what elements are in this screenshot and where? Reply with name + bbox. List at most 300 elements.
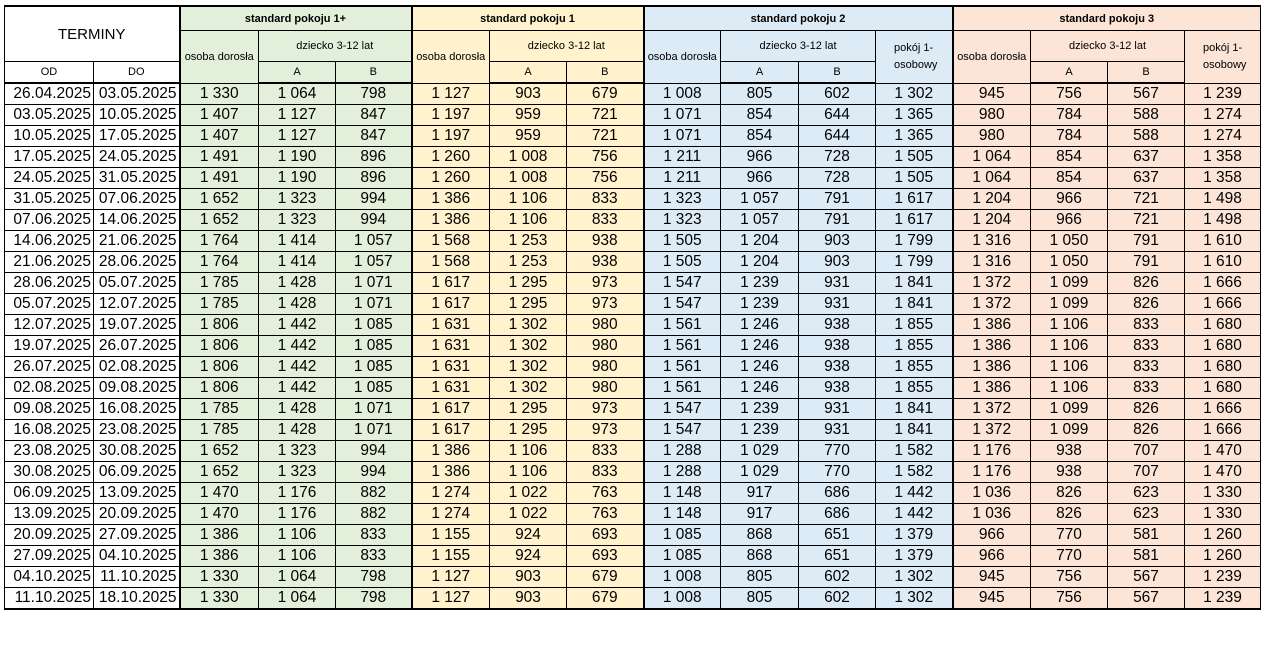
- cell-s2-adult: 1 561: [644, 336, 721, 357]
- cell-s3-single: 1 666: [1185, 273, 1261, 294]
- group2-col-b: B: [567, 62, 644, 84]
- cell-s1-child-b: 763: [567, 504, 644, 525]
- cell-s3-child-b: 623: [1108, 504, 1185, 525]
- cell-s1-adult: 1 617: [412, 399, 490, 420]
- cell-s1-child-a: 1 253: [490, 231, 567, 252]
- cell-s1-adult: 1 155: [412, 546, 490, 567]
- cell-s1-child-a: 1 106: [490, 462, 567, 483]
- cell-s1plus-child-b: 1 071: [336, 294, 412, 315]
- group4-adult-header: osoba dorosła: [953, 31, 1031, 84]
- cell-s2-child-a: 805: [721, 83, 799, 105]
- cell-s3-single: 1 260: [1185, 525, 1261, 546]
- cell-date-to: 24.05.2025: [94, 147, 180, 168]
- cell-s1-child-b: 980: [567, 378, 644, 399]
- cell-s1-child-a: 924: [490, 546, 567, 567]
- cell-date-to: 27.09.2025: [94, 525, 180, 546]
- cell-s1-child-a: 1 106: [490, 210, 567, 231]
- cell-s2-single: 1 855: [876, 336, 953, 357]
- cell-date-to: 16.08.2025: [94, 399, 180, 420]
- cell-s3-child-b: 833: [1108, 378, 1185, 399]
- cell-s1-child-a: 1 302: [490, 378, 567, 399]
- cell-s1-child-b: 763: [567, 483, 644, 504]
- cell-s3-child-a: 1 099: [1031, 399, 1108, 420]
- table-row: [5, 378, 1261, 399]
- cell-s2-single: 1 302: [876, 83, 953, 105]
- cell-s3-child-a: 756: [1031, 588, 1108, 610]
- group1-adult-header: osoba dorosła: [180, 31, 259, 84]
- cell-s3-child-b: 791: [1108, 231, 1185, 252]
- cell-s3-single: 1 274: [1185, 126, 1261, 147]
- cell-s1-child-a: 903: [490, 567, 567, 588]
- table-row: [5, 210, 1261, 231]
- cell-s1plus-child-a: 1 190: [259, 147, 336, 168]
- cell-s1-child-a: 1 008: [490, 168, 567, 189]
- cell-s2-child-a: 854: [721, 126, 799, 147]
- cell-s2-child-b: 931: [799, 294, 876, 315]
- cell-date-to: 10.05.2025: [94, 105, 180, 126]
- cell-s2-child-a: 868: [721, 525, 799, 546]
- cell-s3-child-b: 637: [1108, 147, 1185, 168]
- cell-s2-adult: 1 288: [644, 462, 721, 483]
- cell-s2-child-a: 868: [721, 546, 799, 567]
- cell-s3-adult: 1 064: [953, 168, 1031, 189]
- cell-s3-child-b: 833: [1108, 357, 1185, 378]
- cell-s3-child-a: 938: [1031, 462, 1108, 483]
- cell-s3-child-a: 1 106: [1031, 357, 1108, 378]
- cell-s1-child-a: 1 253: [490, 252, 567, 273]
- cell-date-from: 20.09.2025: [5, 525, 94, 546]
- cell-s2-adult: 1 148: [644, 483, 721, 504]
- table-row: [5, 315, 1261, 336]
- cell-s1-adult: 1 617: [412, 273, 490, 294]
- cell-s2-child-a: 805: [721, 588, 799, 610]
- cell-date-to: 05.07.2025: [94, 273, 180, 294]
- cell-s1-child-a: 1 022: [490, 504, 567, 525]
- cell-s2-child-a: 1 246: [721, 357, 799, 378]
- cell-s1plus-child-b: 882: [336, 504, 412, 525]
- cell-s2-child-a: 854: [721, 105, 799, 126]
- cell-s2-child-b: 686: [799, 504, 876, 525]
- cell-s3-single: 1 666: [1185, 294, 1261, 315]
- cell-s1plus-adult: 1 785: [180, 399, 259, 420]
- cell-date-from: 26.07.2025: [5, 357, 94, 378]
- cell-s1plus-child-b: 1 071: [336, 273, 412, 294]
- cell-s3-single: 1 330: [1185, 504, 1261, 525]
- cell-date-to: 18.10.2025: [94, 588, 180, 610]
- cell-s3-child-b: 567: [1108, 567, 1185, 588]
- cell-s1-child-b: 833: [567, 189, 644, 210]
- cell-s2-single: 1 841: [876, 399, 953, 420]
- cell-s2-single: 1 505: [876, 168, 953, 189]
- cell-s2-adult: 1 071: [644, 126, 721, 147]
- cell-date-from: 28.06.2025: [5, 273, 94, 294]
- cell-s3-child-a: 854: [1031, 168, 1108, 189]
- table-row: [5, 567, 1261, 588]
- table-row: [5, 294, 1261, 315]
- cell-s1plus-child-b: 798: [336, 83, 412, 105]
- group-title-4: standard pokoju 3: [953, 6, 1261, 31]
- cell-s1-child-b: 721: [567, 105, 644, 126]
- cell-s1-adult: 1 127: [412, 588, 490, 610]
- cell-s1-adult: 1 386: [412, 462, 490, 483]
- cell-s3-adult: 1 176: [953, 441, 1031, 462]
- cell-s1-child-b: 833: [567, 441, 644, 462]
- cell-s2-child-a: 1 246: [721, 315, 799, 336]
- cell-date-to: 07.06.2025: [94, 189, 180, 210]
- cell-s3-adult: 1 372: [953, 273, 1031, 294]
- cell-s1plus-child-a: 1 323: [259, 462, 336, 483]
- cell-s2-adult: 1 323: [644, 189, 721, 210]
- cell-s1-child-a: 1 106: [490, 441, 567, 462]
- cell-s1plus-adult: 1 330: [180, 588, 259, 610]
- cell-date-from: 05.07.2025: [5, 294, 94, 315]
- cell-s1-child-b: 973: [567, 294, 644, 315]
- cell-s2-single: 1 799: [876, 252, 953, 273]
- cell-date-from: 13.09.2025: [5, 504, 94, 525]
- cell-date-from: 10.05.2025: [5, 126, 94, 147]
- cell-s1plus-adult: 1 330: [180, 567, 259, 588]
- cell-s3-adult: 945: [953, 83, 1031, 105]
- cell-s1-adult: 1 197: [412, 105, 490, 126]
- table-row: [5, 147, 1261, 168]
- cell-date-from: 07.06.2025: [5, 210, 94, 231]
- cell-s2-child-b: 931: [799, 420, 876, 441]
- cell-s1-child-a: 959: [490, 126, 567, 147]
- cell-s1plus-adult: 1 330: [180, 83, 259, 105]
- cell-date-from: 16.08.2025: [5, 420, 94, 441]
- cell-date-to: 21.06.2025: [94, 231, 180, 252]
- cell-date-from: 09.08.2025: [5, 399, 94, 420]
- cell-s3-single: 1 358: [1185, 147, 1261, 168]
- cell-s2-single: 1 855: [876, 315, 953, 336]
- cell-s2-adult: 1 071: [644, 105, 721, 126]
- cell-s1-adult: 1 274: [412, 483, 490, 504]
- cell-s1plus-adult: 1 785: [180, 420, 259, 441]
- group4-child-header: dziecko 3-12 lat: [1031, 31, 1185, 62]
- cell-s3-single: 1 239: [1185, 588, 1261, 610]
- cell-s2-child-a: 1 239: [721, 420, 799, 441]
- cell-s1-child-b: 693: [567, 546, 644, 567]
- cell-s1plus-child-b: 994: [336, 210, 412, 231]
- cell-s1plus-child-b: 1 057: [336, 231, 412, 252]
- cell-s2-adult: 1 547: [644, 273, 721, 294]
- cell-date-from: 06.09.2025: [5, 483, 94, 504]
- cell-s2-child-a: 917: [721, 483, 799, 504]
- cell-s1-child-a: 959: [490, 105, 567, 126]
- cell-s1plus-adult: 1 806: [180, 357, 259, 378]
- cell-date-to: 11.10.2025: [94, 567, 180, 588]
- cell-s3-adult: 1 176: [953, 462, 1031, 483]
- cell-s3-child-b: 833: [1108, 336, 1185, 357]
- cell-s1-child-b: 980: [567, 336, 644, 357]
- cell-s3-child-b: 833: [1108, 315, 1185, 336]
- cell-s2-child-b: 931: [799, 399, 876, 420]
- cell-s2-adult: 1 505: [644, 252, 721, 273]
- cell-s2-single: 1 617: [876, 189, 953, 210]
- cell-s3-adult: 1 386: [953, 336, 1031, 357]
- cell-s2-adult: 1 561: [644, 357, 721, 378]
- cell-s2-child-a: 1 246: [721, 378, 799, 399]
- group1-col-a: A: [259, 62, 336, 84]
- price-table-container: [4, 5, 1261, 610]
- cell-s2-single: 1 379: [876, 525, 953, 546]
- cell-s1plus-adult: 1 470: [180, 504, 259, 525]
- cell-s1plus-child-a: 1 323: [259, 189, 336, 210]
- table-row: [5, 420, 1261, 441]
- table-row: [5, 546, 1261, 567]
- cell-s2-adult: 1 288: [644, 441, 721, 462]
- cell-date-from: 26.04.2025: [5, 83, 94, 105]
- cell-s1-child-b: 693: [567, 525, 644, 546]
- cell-s1plus-adult: 1 806: [180, 378, 259, 399]
- cell-s1-adult: 1 155: [412, 525, 490, 546]
- cell-date-to: 28.06.2025: [94, 252, 180, 273]
- cell-s3-adult: 966: [953, 546, 1031, 567]
- cell-s1plus-child-a: 1 106: [259, 546, 336, 567]
- cell-s3-adult: 1 036: [953, 504, 1031, 525]
- cell-s3-single: 1 498: [1185, 189, 1261, 210]
- group4-col-b: B: [1108, 62, 1185, 84]
- cell-s3-child-b: 721: [1108, 189, 1185, 210]
- cell-s1plus-child-a: 1 442: [259, 336, 336, 357]
- price-table-body: [5, 83, 1261, 609]
- cell-s2-adult: 1 505: [644, 231, 721, 252]
- cell-s1plus-child-a: 1 442: [259, 378, 336, 399]
- cell-s3-child-a: 1 099: [1031, 273, 1108, 294]
- cell-s1-adult: 1 386: [412, 441, 490, 462]
- cell-s1-child-a: 1 106: [490, 189, 567, 210]
- cell-s1plus-child-b: 882: [336, 483, 412, 504]
- cell-s1-child-b: 973: [567, 420, 644, 441]
- cell-s2-child-b: 938: [799, 357, 876, 378]
- cell-s2-single: 1 365: [876, 126, 953, 147]
- cell-s1plus-child-b: 1 085: [336, 357, 412, 378]
- cell-s3-single: 1 680: [1185, 336, 1261, 357]
- cell-s2-single: 1 379: [876, 546, 953, 567]
- table-row: [5, 273, 1261, 294]
- cell-s3-child-b: 588: [1108, 105, 1185, 126]
- cell-s2-single: 1 365: [876, 105, 953, 126]
- cell-s1-adult: 1 197: [412, 126, 490, 147]
- table-row: [5, 189, 1261, 210]
- cell-s1plus-child-b: 896: [336, 147, 412, 168]
- cell-s1plus-adult: 1 652: [180, 210, 259, 231]
- cell-s1plus-child-a: 1 428: [259, 399, 336, 420]
- cell-s1-child-a: 1 295: [490, 399, 567, 420]
- cell-s1plus-adult: 1 652: [180, 462, 259, 483]
- cell-s2-adult: 1 547: [644, 294, 721, 315]
- cell-s3-adult: 1 386: [953, 315, 1031, 336]
- table-row: [5, 483, 1261, 504]
- cell-s3-single: 1 666: [1185, 420, 1261, 441]
- cell-s3-child-a: 1 099: [1031, 294, 1108, 315]
- cell-s2-adult: 1 547: [644, 420, 721, 441]
- cell-s1-child-b: 679: [567, 567, 644, 588]
- cell-s1plus-adult: 1 407: [180, 105, 259, 126]
- cell-s1plus-child-a: 1 127: [259, 126, 336, 147]
- cell-s3-single: 1 274: [1185, 105, 1261, 126]
- cell-s2-child-a: 1 204: [721, 231, 799, 252]
- cell-s2-child-b: 651: [799, 525, 876, 546]
- cell-s1plus-child-b: 896: [336, 168, 412, 189]
- cell-s3-single: 1 680: [1185, 315, 1261, 336]
- cell-s1plus-adult: 1 806: [180, 336, 259, 357]
- cell-s1plus-child-b: 994: [336, 462, 412, 483]
- cell-s1plus-child-a: 1 064: [259, 567, 336, 588]
- cell-s3-adult: 1 204: [953, 189, 1031, 210]
- cell-s2-adult: 1 561: [644, 315, 721, 336]
- cell-s2-single: 1 617: [876, 210, 953, 231]
- cell-s2-child-a: 1 057: [721, 189, 799, 210]
- table-row: [5, 126, 1261, 147]
- cell-s1-child-a: 903: [490, 588, 567, 610]
- cell-s2-child-b: 791: [799, 210, 876, 231]
- cell-s2-adult: 1 211: [644, 147, 721, 168]
- cell-s1-child-a: 1 022: [490, 483, 567, 504]
- cell-date-to: 23.08.2025: [94, 420, 180, 441]
- table-row: [5, 525, 1261, 546]
- cell-s3-adult: 1 386: [953, 378, 1031, 399]
- cell-date-to: 02.08.2025: [94, 357, 180, 378]
- cell-s1-child-a: 1 302: [490, 315, 567, 336]
- group4-single-room-header: pokój 1-osobowy: [1185, 31, 1261, 84]
- cell-s3-adult: 1 372: [953, 399, 1031, 420]
- cell-s3-child-a: 826: [1031, 483, 1108, 504]
- cell-s2-child-b: 644: [799, 105, 876, 126]
- cell-date-to: 31.05.2025: [94, 168, 180, 189]
- cell-s2-child-b: 728: [799, 168, 876, 189]
- cell-s2-adult: 1 008: [644, 588, 721, 610]
- cell-date-to: 17.05.2025: [94, 126, 180, 147]
- cell-s1-child-b: 938: [567, 231, 644, 252]
- cell-s1-child-b: 833: [567, 210, 644, 231]
- cell-s1plus-child-a: 1 428: [259, 420, 336, 441]
- table-row: [5, 441, 1261, 462]
- cell-s3-child-a: 854: [1031, 147, 1108, 168]
- cell-s1plus-child-b: 1 071: [336, 399, 412, 420]
- cell-s1-child-a: 1 295: [490, 294, 567, 315]
- cell-s1-child-b: 980: [567, 315, 644, 336]
- header-terminy: TERMINY: [5, 6, 180, 62]
- cell-s1plus-child-a: 1 106: [259, 525, 336, 546]
- cell-s1plus-child-b: 1 057: [336, 252, 412, 273]
- group3-adult-header: osoba dorosła: [644, 31, 721, 84]
- cell-s1-child-b: 938: [567, 252, 644, 273]
- cell-s1plus-child-b: 833: [336, 525, 412, 546]
- cell-s1plus-child-a: 1 176: [259, 504, 336, 525]
- cell-s1plus-child-a: 1 064: [259, 588, 336, 610]
- cell-s2-child-b: 644: [799, 126, 876, 147]
- cell-s1plus-adult: 1 652: [180, 441, 259, 462]
- cell-s1plus-child-b: 798: [336, 567, 412, 588]
- cell-s3-child-a: 938: [1031, 441, 1108, 462]
- cell-date-to: 12.07.2025: [94, 294, 180, 315]
- cell-s2-adult: 1 561: [644, 378, 721, 399]
- cell-s3-adult: 1 316: [953, 252, 1031, 273]
- cell-date-from: 31.05.2025: [5, 189, 94, 210]
- cell-s1-child-a: 924: [490, 525, 567, 546]
- group2-child-header: dziecko 3-12 lat: [490, 31, 644, 62]
- cell-s1plus-child-b: 1 071: [336, 420, 412, 441]
- cell-s1-adult: 1 260: [412, 168, 490, 189]
- cell-s1plus-child-a: 1 442: [259, 357, 336, 378]
- cell-s2-adult: 1 008: [644, 567, 721, 588]
- group-title-2: standard pokoju 1: [412, 6, 644, 31]
- cell-s1-child-b: 833: [567, 462, 644, 483]
- cell-s1plus-child-b: 1 085: [336, 315, 412, 336]
- cell-s1plus-adult: 1 764: [180, 252, 259, 273]
- cell-s1plus-child-a: 1 414: [259, 231, 336, 252]
- cell-s1-adult: 1 568: [412, 231, 490, 252]
- price-table: [4, 5, 1261, 610]
- cell-s1-child-b: 973: [567, 273, 644, 294]
- cell-s2-child-b: 602: [799, 83, 876, 105]
- cell-s3-adult: 1 316: [953, 231, 1031, 252]
- cell-s1-adult: 1 617: [412, 294, 490, 315]
- cell-s2-child-b: 931: [799, 273, 876, 294]
- cell-s1-adult: 1 274: [412, 504, 490, 525]
- cell-date-to: 06.09.2025: [94, 462, 180, 483]
- group1-col-b: B: [336, 62, 412, 84]
- cell-s3-child-a: 1 099: [1031, 420, 1108, 441]
- cell-s2-single: 1 442: [876, 504, 953, 525]
- cell-s3-child-b: 581: [1108, 546, 1185, 567]
- cell-s1plus-adult: 1 785: [180, 294, 259, 315]
- cell-s3-adult: 1 372: [953, 420, 1031, 441]
- cell-s2-single: 1 841: [876, 273, 953, 294]
- cell-s3-single: 1 610: [1185, 231, 1261, 252]
- cell-s3-single: 1 666: [1185, 399, 1261, 420]
- cell-s2-single: 1 442: [876, 483, 953, 504]
- cell-date-from: 19.07.2025: [5, 336, 94, 357]
- cell-s1plus-adult: 1 470: [180, 483, 259, 504]
- cell-s3-single: 1 470: [1185, 462, 1261, 483]
- cell-s2-adult: 1 008: [644, 83, 721, 105]
- cell-date-to: 19.07.2025: [94, 315, 180, 336]
- cell-date-from: 12.07.2025: [5, 315, 94, 336]
- cell-s2-child-b: 791: [799, 189, 876, 210]
- group3-col-a: A: [721, 62, 799, 84]
- header-do: DO: [94, 62, 180, 84]
- group1-child-header: dziecko 3-12 lat: [259, 31, 412, 62]
- cell-s1-adult: 1 386: [412, 189, 490, 210]
- cell-s1-child-a: 1 295: [490, 420, 567, 441]
- cell-s3-child-b: 721: [1108, 210, 1185, 231]
- cell-s1plus-child-b: 994: [336, 189, 412, 210]
- cell-s1plus-adult: 1 764: [180, 231, 259, 252]
- table-row: [5, 357, 1261, 378]
- cell-s1plus-child-a: 1 428: [259, 294, 336, 315]
- cell-s1plus-child-b: 994: [336, 441, 412, 462]
- cell-date-to: 20.09.2025: [94, 504, 180, 525]
- cell-s3-child-b: 791: [1108, 252, 1185, 273]
- cell-s1-child-b: 679: [567, 588, 644, 610]
- cell-s2-child-b: 938: [799, 336, 876, 357]
- cell-s2-child-a: 966: [721, 147, 799, 168]
- cell-s3-single: 1 470: [1185, 441, 1261, 462]
- cell-date-from: 14.06.2025: [5, 231, 94, 252]
- cell-s2-child-b: 938: [799, 315, 876, 336]
- cell-s3-single: 1 239: [1185, 567, 1261, 588]
- cell-s1plus-child-b: 847: [336, 126, 412, 147]
- cell-s3-adult: 1 204: [953, 210, 1031, 231]
- table-row: [5, 168, 1261, 189]
- cell-s3-adult: 980: [953, 105, 1031, 126]
- cell-s2-child-b: 938: [799, 378, 876, 399]
- cell-s2-single: 1 855: [876, 357, 953, 378]
- cell-s2-single: 1 841: [876, 420, 953, 441]
- cell-s2-child-a: 966: [721, 168, 799, 189]
